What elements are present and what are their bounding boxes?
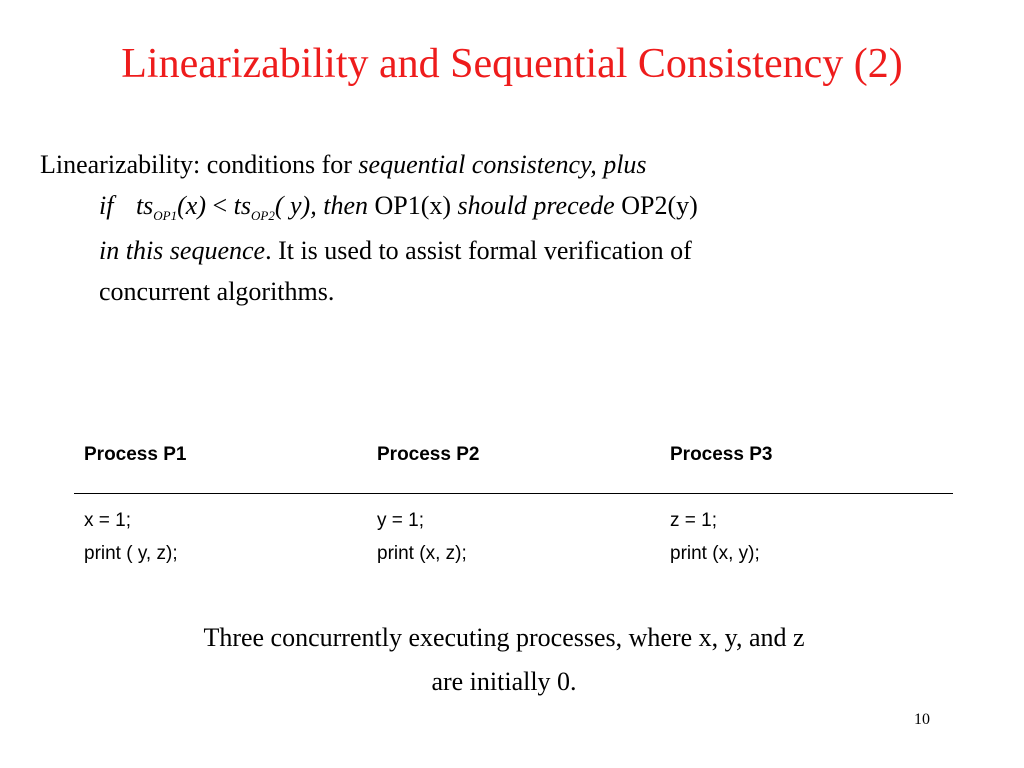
table-cell: x = 1; xyxy=(84,509,131,531)
page-number: 10 xyxy=(914,711,930,728)
process-table xyxy=(74,438,953,570)
table-header-cell: Process P2 xyxy=(377,444,480,465)
body-line-4: concurrent algorithms. xyxy=(99,277,335,306)
table-cell: z = 1; xyxy=(670,509,717,531)
body-line-1 xyxy=(40,144,940,185)
body-line-2 xyxy=(40,185,940,230)
line1-italic: sequential consistency, plus xyxy=(358,150,647,179)
table-row xyxy=(74,504,953,537)
line3-rest: . It is used to assist formal verification of xyxy=(265,236,692,265)
table-row xyxy=(74,537,953,570)
should-precede-text: should precede xyxy=(457,191,615,220)
caption-line-2: are initially 0. xyxy=(431,667,577,696)
if-word: if xyxy=(99,191,114,220)
table-cell: print (x, y); xyxy=(670,542,760,564)
formula-arg1: (x) xyxy=(177,191,206,220)
formula-sub1: OP1 xyxy=(153,208,178,223)
slide-title: Linearizability and Sequential Consistency (2) xyxy=(121,41,903,87)
table-header-row xyxy=(74,438,953,472)
formula-ts1: ts xyxy=(135,191,154,220)
table-divider xyxy=(74,493,953,494)
table-cell: print (x, z); xyxy=(377,542,467,564)
formula-lt: < xyxy=(206,191,234,220)
formula-arg2: ( y) xyxy=(274,191,311,220)
table-cell: y = 1; xyxy=(377,509,424,531)
table-caption xyxy=(0,616,1008,704)
body-text xyxy=(40,144,940,312)
then-word: , then xyxy=(310,191,368,220)
table-header-cell: Process P1 xyxy=(84,444,187,465)
line3-italic: in this sequence xyxy=(99,236,266,265)
formula-sub2: OP2 xyxy=(251,208,275,223)
line1-prefix: Linearizability: conditions for xyxy=(40,150,359,179)
table-cell: print ( y, z); xyxy=(84,542,178,564)
table-header-cell: Process P3 xyxy=(670,444,773,465)
op1-text: OP1(x) xyxy=(367,191,458,220)
formula-ts2: ts xyxy=(233,191,252,220)
op2-text: OP2(y) xyxy=(614,191,698,220)
body-line-3 xyxy=(40,230,940,271)
caption-line-1: Three concurrently executing processes, where x, y, and z xyxy=(203,623,805,652)
